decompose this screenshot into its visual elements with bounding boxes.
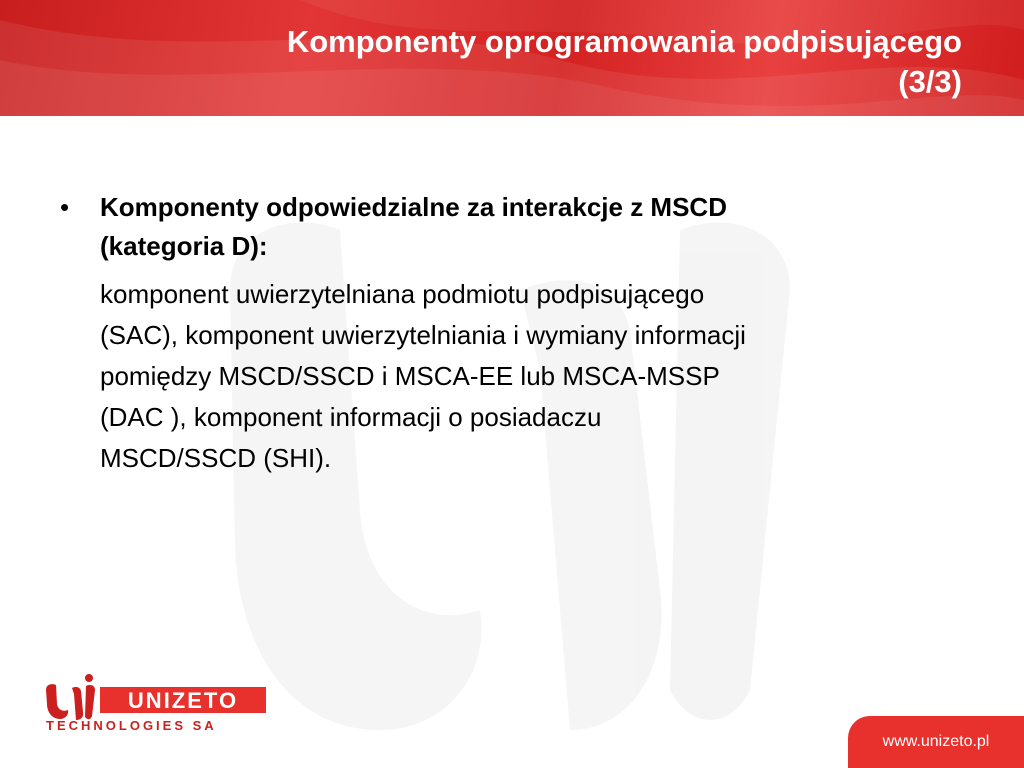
logo-brand-text: UNIZETO [127, 688, 239, 713]
bullet-heading-line2: (kategoria D): [100, 231, 268, 261]
body-line: (SAC), komponent uwierzytelniania i wymiany informacji [100, 320, 746, 350]
slide-title [62, 22, 962, 102]
unizeto-logo [42, 674, 282, 734]
body-line: komponent uwierzytelniana podmiotu podpisującego [100, 279, 705, 309]
slide-title-line2: (3/3) [898, 64, 962, 99]
unizeto-logo-mark [46, 674, 95, 720]
slide-content [60, 188, 960, 479]
body-line: pomiędzy MSCD/SSCD i MSCA-EE lub MSCA-MSSP [100, 361, 720, 391]
body-line: MSCD/SSCD (SHI). [100, 443, 332, 473]
footer-url-link[interactable]: www.unizeto.pl [882, 733, 990, 750]
footer-tab [848, 716, 1024, 768]
slide-header [0, 0, 1024, 116]
bullet-item [60, 188, 960, 266]
bullet-heading [100, 188, 940, 266]
logo-subtitle-text: TECHNOLOGIES SA [46, 718, 217, 733]
bullet-heading-line1: Komponenty odpowiedzialne za interakcje z MSCD [100, 192, 727, 222]
slide-title-line1: Komponenty oprogramowania podpisującego [286, 24, 962, 59]
body-paragraph [100, 274, 960, 479]
body-line: (DAC ), komponent informacji o posiadaczu [100, 402, 602, 432]
bullet-marker: • [60, 192, 70, 222]
